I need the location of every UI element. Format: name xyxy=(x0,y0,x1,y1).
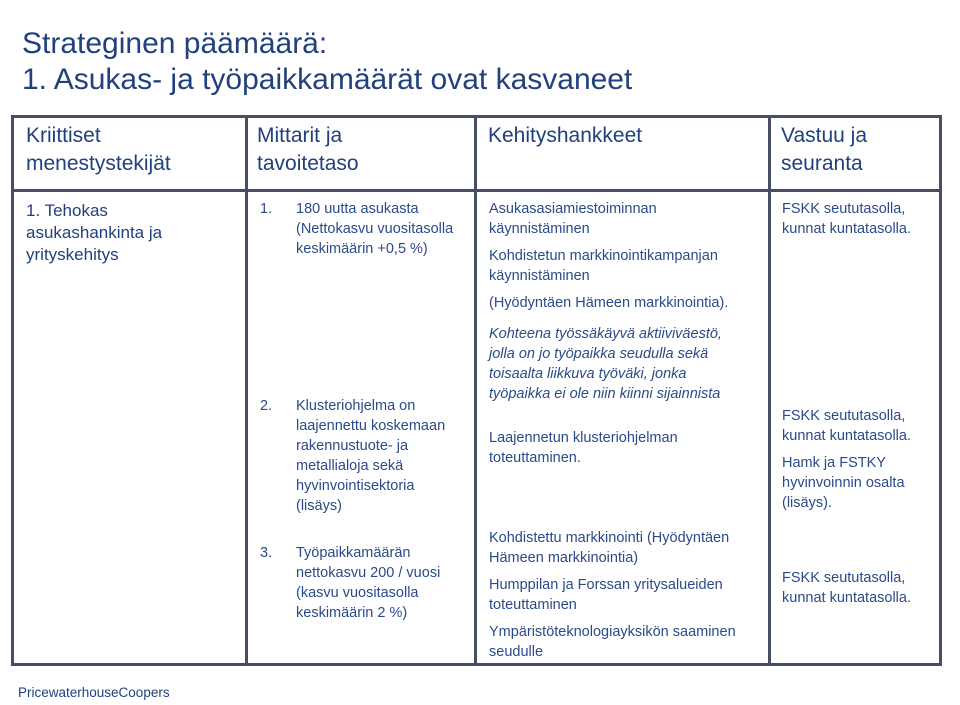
projects-2: Laajennetun klusteriohjelman toteuttaminen. xyxy=(489,430,678,466)
header-critical-factors: Kriittiset menestystekijät xyxy=(26,124,171,175)
metric-1: 1. 180 uutta asukasta (Nettokasvu vuositasolla keskimäärin +0,5 %) xyxy=(260,201,454,257)
header-responsibility: Vastuu ja seuranta xyxy=(781,124,867,175)
header-projects: Kehityshankkeet xyxy=(488,124,643,147)
responsibility-2: FSKK seututasolla, kunnat kuntatasolla. Hamk ja FSTKY hyvinvoinnin osalta (lisäys). xyxy=(782,408,911,511)
projects-3 xyxy=(489,528,764,669)
project-item: Humppilan ja Forssan yritysalueiden toteuttaminen xyxy=(489,577,723,613)
projects-1 xyxy=(489,199,764,404)
metric-2: 2. Klusteriohjelma on laajennettu koskemaan rakennustuote- ja metallialoja sekä hyvinvointisektoria (lisäys) xyxy=(260,398,446,514)
title-line-2: 1. Asukas- ja työpaikkamäärät ovat kasvaneet xyxy=(22,63,633,96)
project-item: Asukasasiamiestoiminnan käynnistäminen xyxy=(489,201,657,237)
project-item: Kohdistettu markkinointi (Hyödyntäen Hämeen markkinointia) xyxy=(489,530,730,566)
column-divider xyxy=(245,118,248,663)
column-divider xyxy=(768,118,771,663)
header-divider xyxy=(14,189,939,192)
project-item: Ympäristöteknologiayksikön saaminen seudulle xyxy=(489,624,736,660)
footer-company: PricewaterhouseCoopers xyxy=(18,685,170,700)
page-title xyxy=(22,26,632,98)
project-item: Kohdistetun markkinointikampanjan käynnistäminen xyxy=(489,248,718,284)
strategy-table xyxy=(11,115,942,666)
project-item: (Hyödyntäen Hämeen markkinointia). xyxy=(489,295,729,311)
responsibility-1: FSKK seututasolla, kunnat kuntatasolla. xyxy=(782,201,911,237)
project-target-note: Kohteena työssäkäyvä aktiiviväestö, jolla on jo työpaikka seudulla sekä toisaalta liikkuva työväki, jonka työpaikka ei ole niin kiinni sijainnista xyxy=(489,326,722,402)
column-divider xyxy=(474,118,477,663)
metric-3: 3. Työpaikkamäärän nettokasvu 200 / vuosi (kasvu vuositasolla keskimäärin 2 %) xyxy=(260,545,441,621)
title-line-1: Strateginen päämäärä: xyxy=(22,27,328,60)
responsibility-3: FSKK seututasolla, kunnat kuntatasolla. xyxy=(782,570,911,606)
header-metrics: Mittarit ja tavoitetaso xyxy=(257,124,359,175)
critical-factor: 1. Tehokas asukashankinta ja yrityskehitys xyxy=(26,201,163,264)
